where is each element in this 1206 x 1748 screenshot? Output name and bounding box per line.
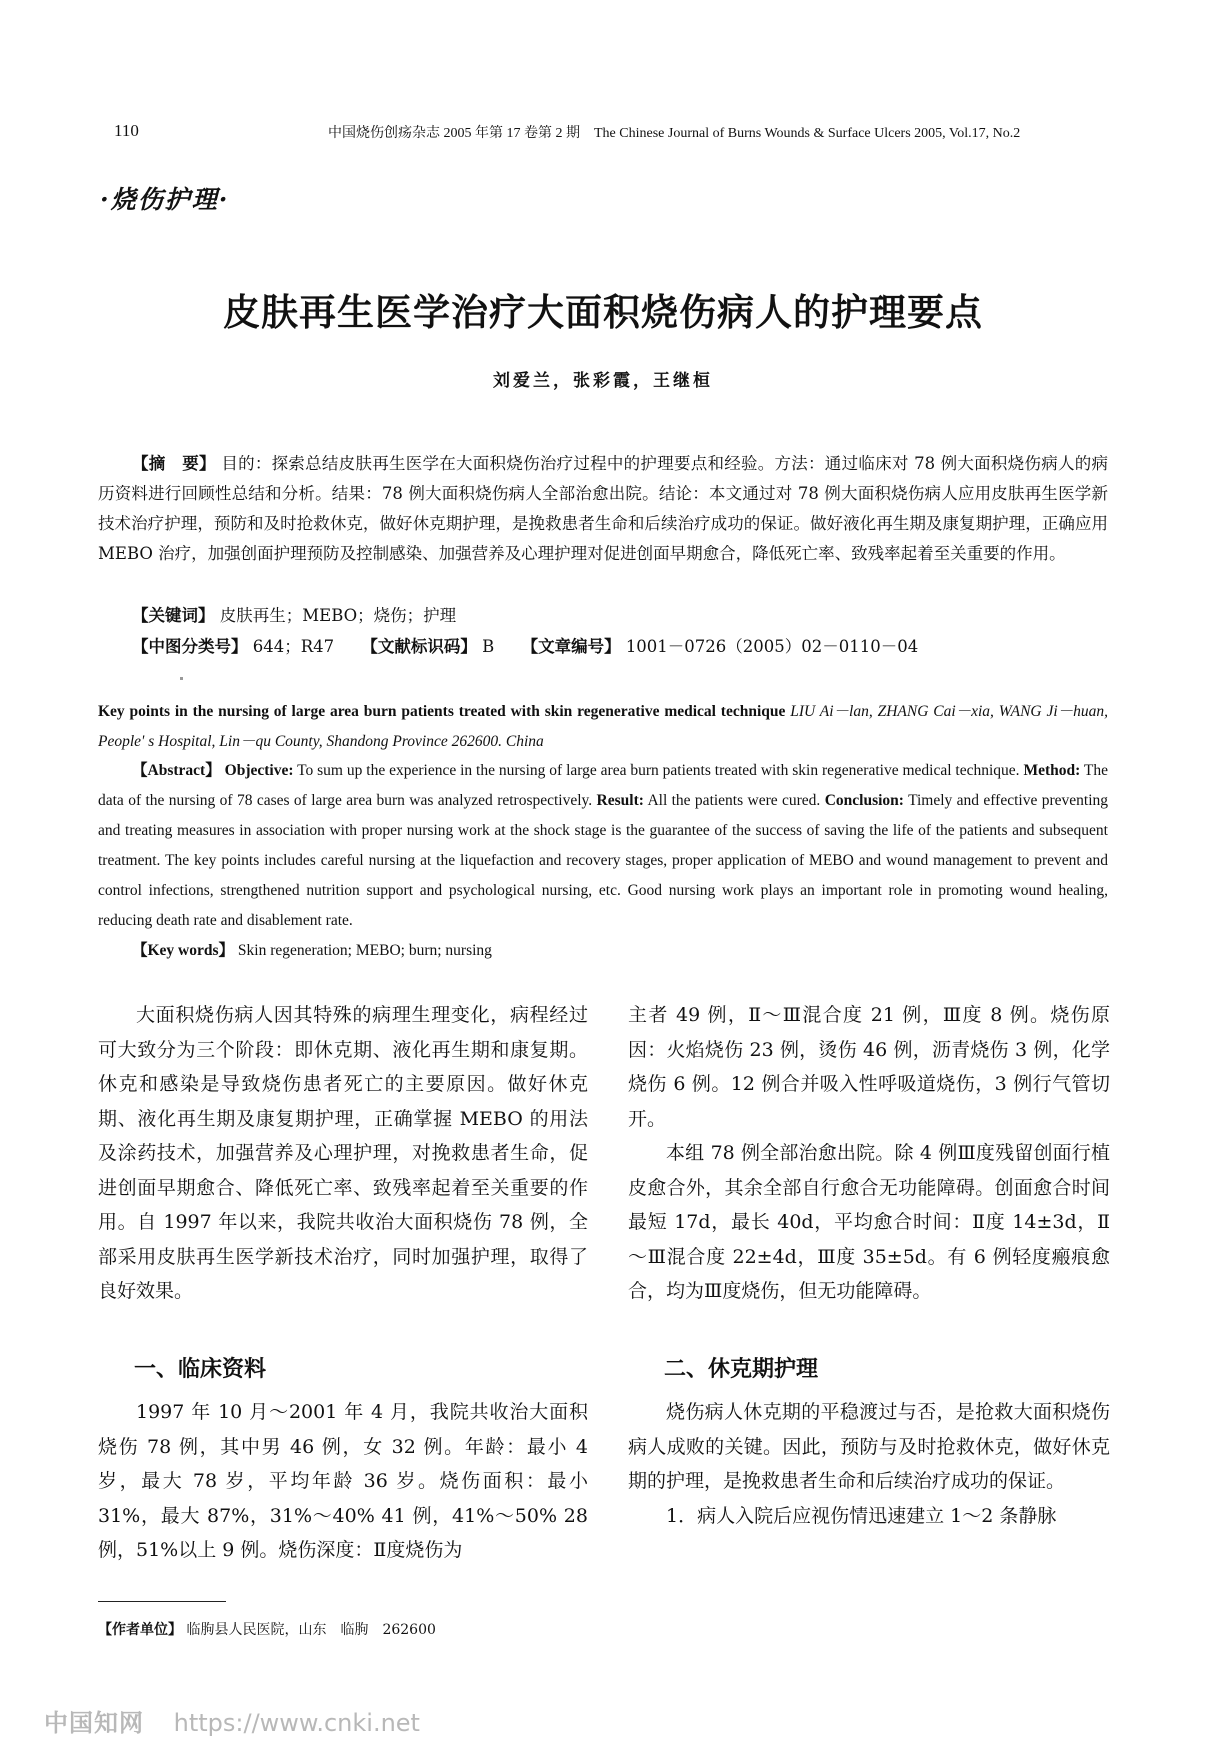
footnote-text: 临朐县人民医院，山东 临朐 262600 bbox=[186, 1622, 436, 1638]
en-abstract-label: 【Abstract】 bbox=[132, 762, 221, 779]
right-column-top bbox=[628, 998, 1110, 1309]
en-keywords-text: Skin regeneration; MEBO; burn; nursing bbox=[237, 942, 492, 959]
intro-paragraph: 大面积烧伤病人因其特殊的病理生理变化，病程经过可大致分为三个阶段：即休克期、液化再生期和康复期。休克和感染是导致烧伤患者死亡的主要原因。做好休克期、液化再生期及康复期护理，正确掌握 MEBO 的用法及涂药技术，加强营养及心理护理，对挽救患者生命，促进创面早期愈合、降低死亡率、致残率起着至关重要的作用。自 1997 年以来，我院共收治大面积烧伤 78 例，全部采用皮肤再生医学新技术治疗，同时加强护理，取得了良好效果。 bbox=[98, 1004, 588, 1302]
clinical-paragraph: 1997 年 10 月～2001 年 4 月，我院共收治大面积烧伤 78 例，其中男 46 例，女 32 例。年龄：最小 4 岁，最大 78 岁，平均年龄 36 岁。烧伤面积：最小 31%，最大 87%，31%～40% 41 例，41%～50% 28 例，51%以上 9 例。烧伤深度：Ⅱ度烧伤为 bbox=[98, 1401, 588, 1561]
cn-keywords-text: 皮肤再生；MEBO；烧伤；护理 bbox=[219, 606, 457, 625]
running-head: 中国烧伤创疡杂志 2005 年第 17 卷第 2 期 The Chinese Journal of Burns Wounds & Surface Ulcers 2005, Vol.17, No.2 bbox=[328, 126, 1021, 141]
page-number: 110 bbox=[114, 121, 139, 140]
en-title-block bbox=[98, 697, 1108, 757]
left-column-clinical bbox=[98, 1395, 588, 1568]
cnki-logo: 中国知网 bbox=[44, 1709, 144, 1737]
right-column-shock bbox=[628, 1395, 1110, 1533]
cn-abstract bbox=[98, 449, 1108, 569]
section-heading-shock-nursing: 二、休克期护理 bbox=[664, 1357, 819, 1382]
cnki-watermark bbox=[44, 1703, 420, 1738]
clinical-continued-paragraph: 主者 49 例，Ⅱ～Ⅲ混合度 21 例，Ⅲ度 8 例。烧伤原因：火焰烧伤 23 例，烫伤 46 例，沥青烧伤 3 例，化学烧伤 6 例。12 例合并吸入性呼吸道烧伤，3 例行气管切开。 bbox=[628, 1004, 1110, 1130]
result-label: Result: bbox=[596, 792, 644, 809]
outcome-paragraph: 本组 78 例全部治愈出院。除 4 例Ⅲ度残留创面行植皮愈合外，其余全部自行愈合无功能障碍。创面愈合时间最短 17d，最长 40d，平均愈合时间：Ⅱ度 14±3d，Ⅱ～Ⅲ混合度 22±4d，Ⅲ度 35±5d。有 6 例轻度瘢痕愈合，均为Ⅲ度烧伤，但无功能障碍。 bbox=[628, 1142, 1110, 1302]
cn-keywords-label: 【关键词】 bbox=[132, 606, 215, 625]
left-column-intro bbox=[98, 998, 588, 1309]
cnki-url: https://www.cnki.net bbox=[173, 1709, 420, 1737]
section-heading-clinical-data: 一、临床资料 bbox=[134, 1357, 267, 1382]
article-title: 皮肤再生医学治疗大面积烧伤病人的护理要点 bbox=[223, 291, 983, 334]
conclusion-text: Timely and effective preventing and treating measures in association with proper nursing work at the shock stage is the guarantee of the success of saving the life of the patients and subsequent treatment. The key points includes careful nursing at the liquefaction and recovery stages, proper application of MEBO and wound management to prevent and control infections, strengthened nutrition support and psychological nursing, etc. Good nursing work plays an important role in promoting wound healing, reducing death rate and disablement rate. bbox=[98, 792, 1109, 929]
cn-abstract-text: 目的：探索总结皮肤再生医学在大面积烧伤治疗过程中的护理要点和经验。方法：通过临床对 78 例大面积烧伤病人的病历资料进行回顾性总结和分析。结果：78 例大面积烧伤病人全部治愈出院。结论：本文通过对 78 例大面积烧伤病人应用皮肤再生医学新技术治疗护理，预防和及时抢救休克，做好休克期护理，是挽救患者生命和后续治疗成功的保证。做好液化再生期及康复期护理，正确应用 MEBO 治疗，加强创面护理预防及控制感染、加强营养及心理护理对促进创面早期愈合，降低死亡率、致残率起着至关重要的作用。 bbox=[98, 454, 1109, 563]
footnote bbox=[98, 1619, 436, 1639]
objective-text: To sum up the experience in the nursing of large area burn patients treated with skin regenerative medical technique. bbox=[297, 762, 1020, 779]
doc-code-label: 【文献标识码】 bbox=[361, 637, 477, 656]
doc-code-value: B bbox=[482, 637, 495, 656]
method-text: The data of the nursing of 78 cases of large area burn was analyzed retrospectively. bbox=[98, 762, 1109, 809]
objective-label: Objective: bbox=[224, 762, 294, 779]
section-tag: ·烧伤护理· bbox=[100, 185, 230, 214]
article-no-label: 【文章编号】 bbox=[521, 637, 621, 656]
stray-dot bbox=[180, 677, 183, 680]
footnote-label: 【作者单位】 bbox=[98, 1622, 182, 1638]
en-title: Key points in the nursing of large area burn patients treated with skin regenerative medical technique bbox=[98, 703, 786, 720]
conclusion-label: Conclusion: bbox=[824, 792, 904, 809]
en-authors-affiliation: LIU Ai－lan, ZHANG Cai－xia, WANG Ji－huan, People' s Hospital, Lin－qu County, Shandong Province 262600. China bbox=[98, 703, 1109, 750]
cn-keywords bbox=[98, 601, 1142, 631]
cn-classification bbox=[98, 632, 1142, 662]
method-label: Method: bbox=[1023, 762, 1081, 779]
article-no-value: 1001－0726（2005）02－0110－04 bbox=[625, 637, 919, 656]
class-value: 644；R47 bbox=[252, 637, 335, 656]
en-keywords bbox=[98, 936, 1142, 966]
cn-abstract-label: 【摘 要】 bbox=[132, 454, 216, 473]
authors: 刘爱兰，张彩霞，王继桓 bbox=[493, 371, 713, 391]
en-abstract bbox=[98, 756, 1108, 936]
shock-item-1: 1．病人入院后应视伤情迅速建立 1～2 条静脉 bbox=[666, 1504, 1057, 1527]
footnote-rule bbox=[98, 1601, 226, 1602]
en-keywords-label: 【Key words】 bbox=[132, 942, 235, 959]
shock-paragraph: 烧伤病人休克期的平稳渡过与否，是抢救大面积烧伤病人成败的关键。因此，预防与及时抢救休克，做好休克期的护理，是挽救患者生命和后续治疗成功的保证。 bbox=[628, 1401, 1110, 1492]
result-text: All the patients were cured. bbox=[647, 792, 821, 809]
class-label: 【中图分类号】 bbox=[132, 637, 248, 656]
